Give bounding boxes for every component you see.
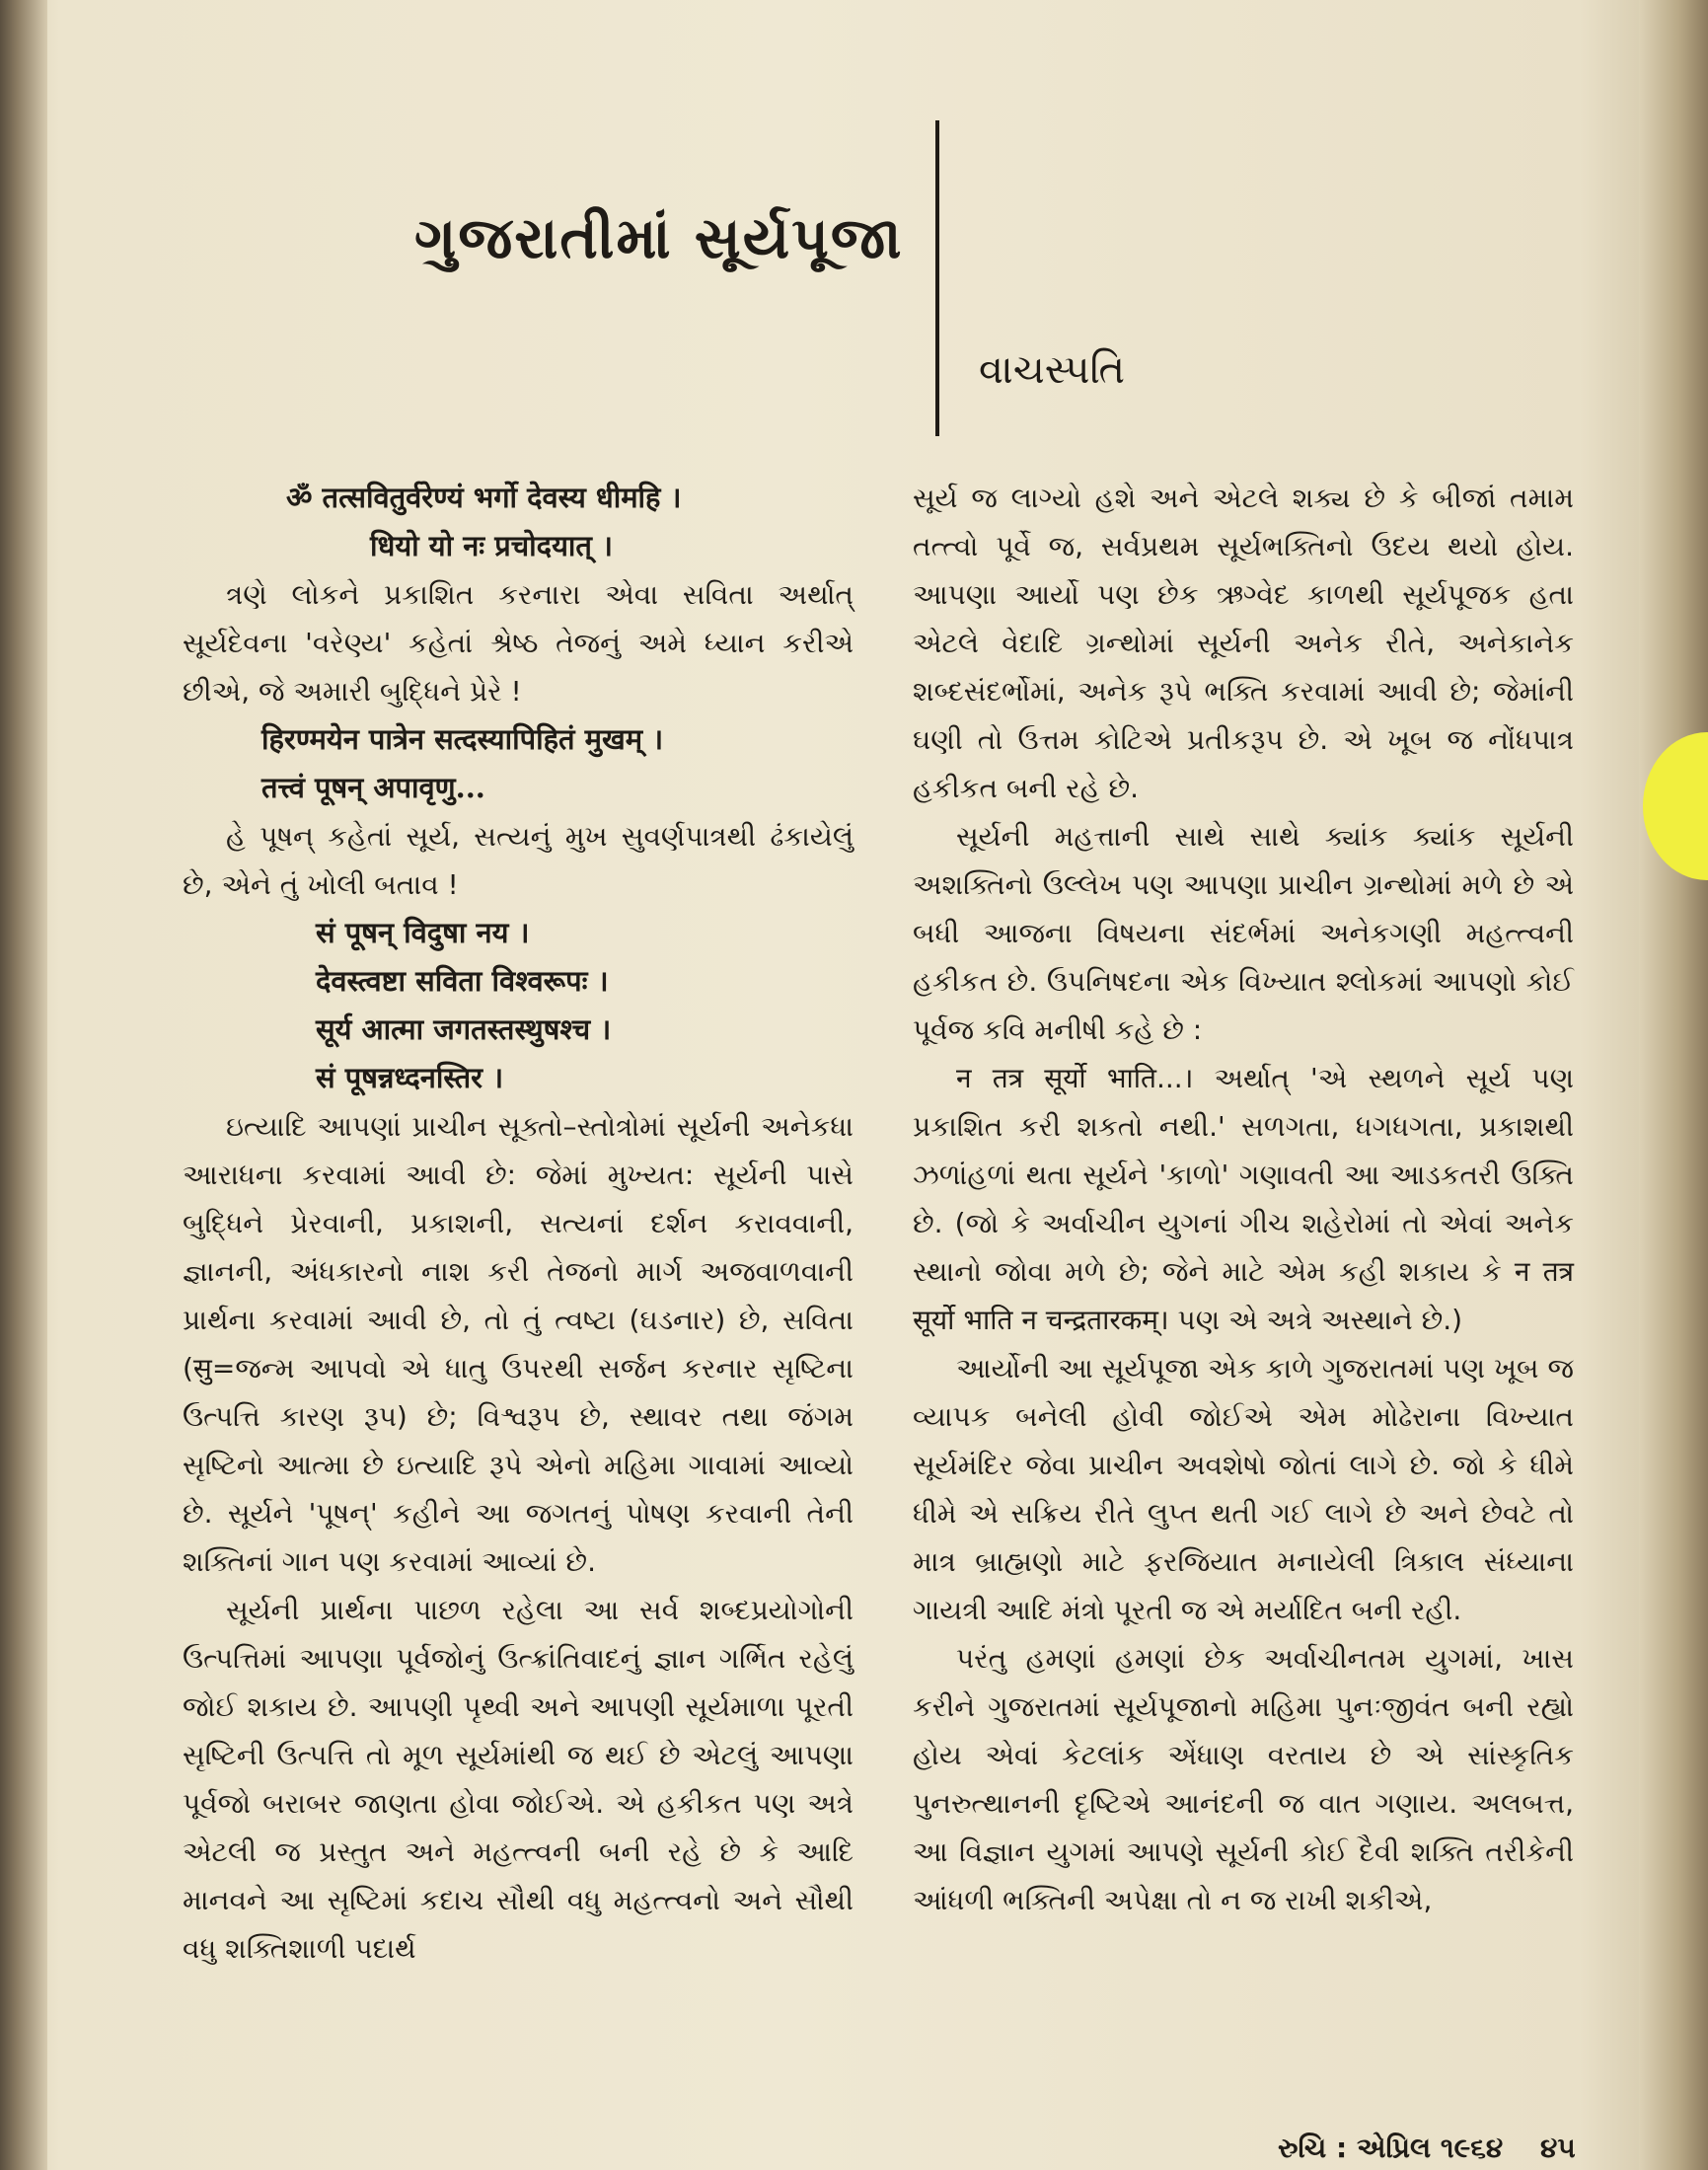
paragraph: હે પૂષન્ કહેતાં સૂર્ય, સત્યનું મુખ સુવર્ણપાત્રથી ઢંકાયેલું છે, એને તું ખોલી બતાવ !: [183, 820, 854, 901]
article-author: વાચસ્પતિ: [979, 347, 1126, 393]
verse-line: धियो यो नः प्रचोदयात् ।: [370, 529, 614, 562]
magazine-issue: રુચિ : એપ્રિલ ૧૯૬૪: [1278, 2132, 1504, 2164]
paragraph: પરંતુ હમણાં હમણાં છેક અર્વાચીનતમ યુગમાં, ખાસ કરીને ગુજરાતમાં સૂર્યપૂજાનો મહિમા પુનઃજીવંત બની રહ્યો હોય એવાં કેટલાંક એંધાણ વરતાય છે એ સાંસ્કૃતિક પુનરુત્થાનની દૃષ્ટિએ આનંદની જ વાત ગણાય. અલબત્ત, આ વિજ્ઞાન યુગમાં આપણે સૂર્યની કોઈ દૈવી શક્તિ તરીકેની આંધળી ભક્તિની અપેક્ષા તો ન જ રાખી શકીએ,: [913, 1642, 1574, 1916]
verse-line: तत्त्वं पूषन् अपावृणु...: [261, 771, 485, 804]
paragraph: સૂર્યની પ્રાર્થના પાછળ રહેલા આ સર્વ શબ્દપ્રયોગોની ઉત્પત્તિમાં આપણા પૂર્વજોનું ઉત્ક્રાંતિવાદનું જ્ઞાન ગર્ભિત રહેલું જોઈ શકાય છે. આપણી પૃથ્વી અને આપણી સૂર્યમાળા પૂરતી સૃષ્ટિની ઉત્પત્તિ તો મૂળ સૂર્યમાંથી જ થઈ છે એટલું આપણા પૂર્વજો બરાબર જાણતા હોવા જોઈએ. એ હકીકત પણ અત્રે એટલી જ પ્રસ્તુત અને મહત્ત્વની બની રહે છે કે આદિ માનવને આ સૃષ્ટિમાં કદાચ સૌથી વધુ મહત્ત્વનો અને સૌથી વધુ શક્તિશાળી પદાર્થ: [183, 1594, 854, 1965]
paragraph: સૂર્યની મહત્તાની સાથે સાથે ક્યાંક ક્યાંક સૂર્યની અશક્તિનો ઉલ્લેખ પણ આપણા પ્રાચીન ગ્રન્થોમાં મળે છે એ બધી આજના વિષયના સંદર્ભમાં અનેકગણી મહત્ત્વની હકીકત છે. ઉપનિષદના એક વિખ્યાત શ્લોકમાં આપણો કોઈ પૂર્વજ કવિ મનીષી કહે છે :: [913, 820, 1574, 1046]
paragraph: न तत्र सूर्यो भाति...। અર્થાત્ 'એ સ્થળને સૂર્ય પણ પ્રકાશિત કરી શકતો નથી.' સળગતા, ધગધગતા, પ્રકાશથી ઝળાંહળાં થતા સૂર્યને 'કાળો' ગણાવતી આ આડકતરી ઉક્તિ છે. (જો કે અર્વાચીન યુગનાં ગીચ શહેરોમાં તો એવાં અનેક સ્થાનો જોવા મળે છે; જેને માટે એમ કહી શકાય કે न तत्र सूर्यो भाति न चन्द्रतारकम्। પણ એ અત્રે અસ્થાને છે.): [913, 1062, 1574, 1336]
left-column: [183, 474, 854, 1973]
article-title: ગુજરાતીમાં સૂર્યપૂજા: [414, 203, 904, 271]
right-column: [913, 474, 1574, 1924]
verse-line: सं पूषन् विदुषा नय ।: [316, 916, 530, 949]
page-number: ૪૫: [1540, 2132, 1576, 2164]
title-divider: [935, 120, 939, 436]
page-edge: [1639, 0, 1708, 2170]
verse-line: देवस्त्वष्टा सविता विश्वरूपः ।: [316, 964, 609, 998]
paragraph: ઇત્યાદિ આપણાં પ્રાચીન સૂક્તો–સ્તોત્રોમાં સૂર્યની અનેકધા આરાધના કરવામાં આવી છે: જેમાં મુખ્યત: સૂર્યની પાસે બુદ્ધિને પ્રેરવાની, પ્રકાશની, સત્યનાં દર્શન કરાવવાની, જ્ઞાનની, અંધકારનો નાશ કરી તેજનો માર્ગ અજવાળવાની પ્રાર્થના કરવામાં આવી છે, તો તું ત્વષ્ટા (ઘડનાર) છે, સવિતા (सु=જન્મ આપવો એ ધાતુ ઉપરથી સર્જન કરનાર સૃષ્ટિના ઉત્પત્તિ કારણ રૂપ) છે; વિશ્વરૂપ છે, સ્થાવર તથા જંગમ સૃષ્ટિનો આત્મા છે ઇત્યાદિ રૂપે એનો મહિમા ગાવામાં આવ્યો છે. સૂર્યને 'પૂષન્' કહીને આ જગતનું પોષણ કરવાની તેની શક્તિનાં ગાન પણ કરવામાં આવ્યાં છે.: [183, 1110, 854, 1578]
verse-line: ॐ तत्सवितुर्वरेण्यं भर्गो देवस्य धीमहि ।: [286, 481, 682, 514]
paragraph: સૂર્ય જ લાગ્યો હશે અને એટલે શક્ય છે કે બીજાં તમામ તત્ત્વો પૂર્વે જ, સર્વપ્રથમ સૂર્યભક્તિનો ઉદય થયો હોય. આપણા આર્યો પણ છેક ઋગ્વેદ કાળથી સૂર્યપૂજક હતા એટલે વેદાદિ ગ્રન્થોમાં સૂર્યની અનેક રીતે, અનેકાનેક શબ્દસંદર્ભોમાં, અનેક રૂપે ભક્તિ કરવામાં આવી છે; જેમાંની ઘણી તો ઉત્તમ કોટિએ પ્રતીકરૂપ છે. એ ખૂબ જ નોંધપાત્ર હકીકત બની રહે છે.: [913, 482, 1574, 804]
verse-line: सं पूषन्नध्दनस्तिर ।: [316, 1061, 504, 1094]
verse-line: सूर्य आत्मा जगतस्तस्थुषश्च ।: [316, 1012, 612, 1046]
verse-line: हिरण्मयेन पात्रेन सत्दस्यापिहितं मुखम् ।: [261, 722, 664, 756]
page-footer: [1278, 2132, 1576, 2165]
paragraph: ત્રણે લોકને પ્રકાશિત કરનારા એવા સવિતા અર્થાત્ સૂર્યદેવના 'વરેણ્ય' કહેતાં શ્રેષ્ઠ તેજનું અમે ધ્યાન કરીએ છીએ, જે અમારી બુદ્ધિને પ્રેરે !: [183, 578, 854, 708]
paragraph: આર્યોની આ સૂર્યપૂજા એક કાળે ગુજરાતમાં પણ ખૂબ જ વ્યાપક બનેલી હોવી જોઈએ એમ મોઢેરાના વિખ્યાત સૂર્યમંદિર જેવા પ્રાચીન અવશેષો જોતાં લાગે છે. જો કે ધીમે ધીમે એ સક્રિય રીતે લુપ્ત થતી ગઈ લાગે છે અને છેવટે તો માત્ર બ્રાહ્મણો માટે ફરજિયાત મનાયેલી ત્રિકાલ સંધ્યાના ગાયત્રી આદિ મંત્રો પૂરતી જ એ મર્યાદિત બની રહી.: [913, 1352, 1574, 1626]
binding-edge: [0, 0, 47, 2170]
